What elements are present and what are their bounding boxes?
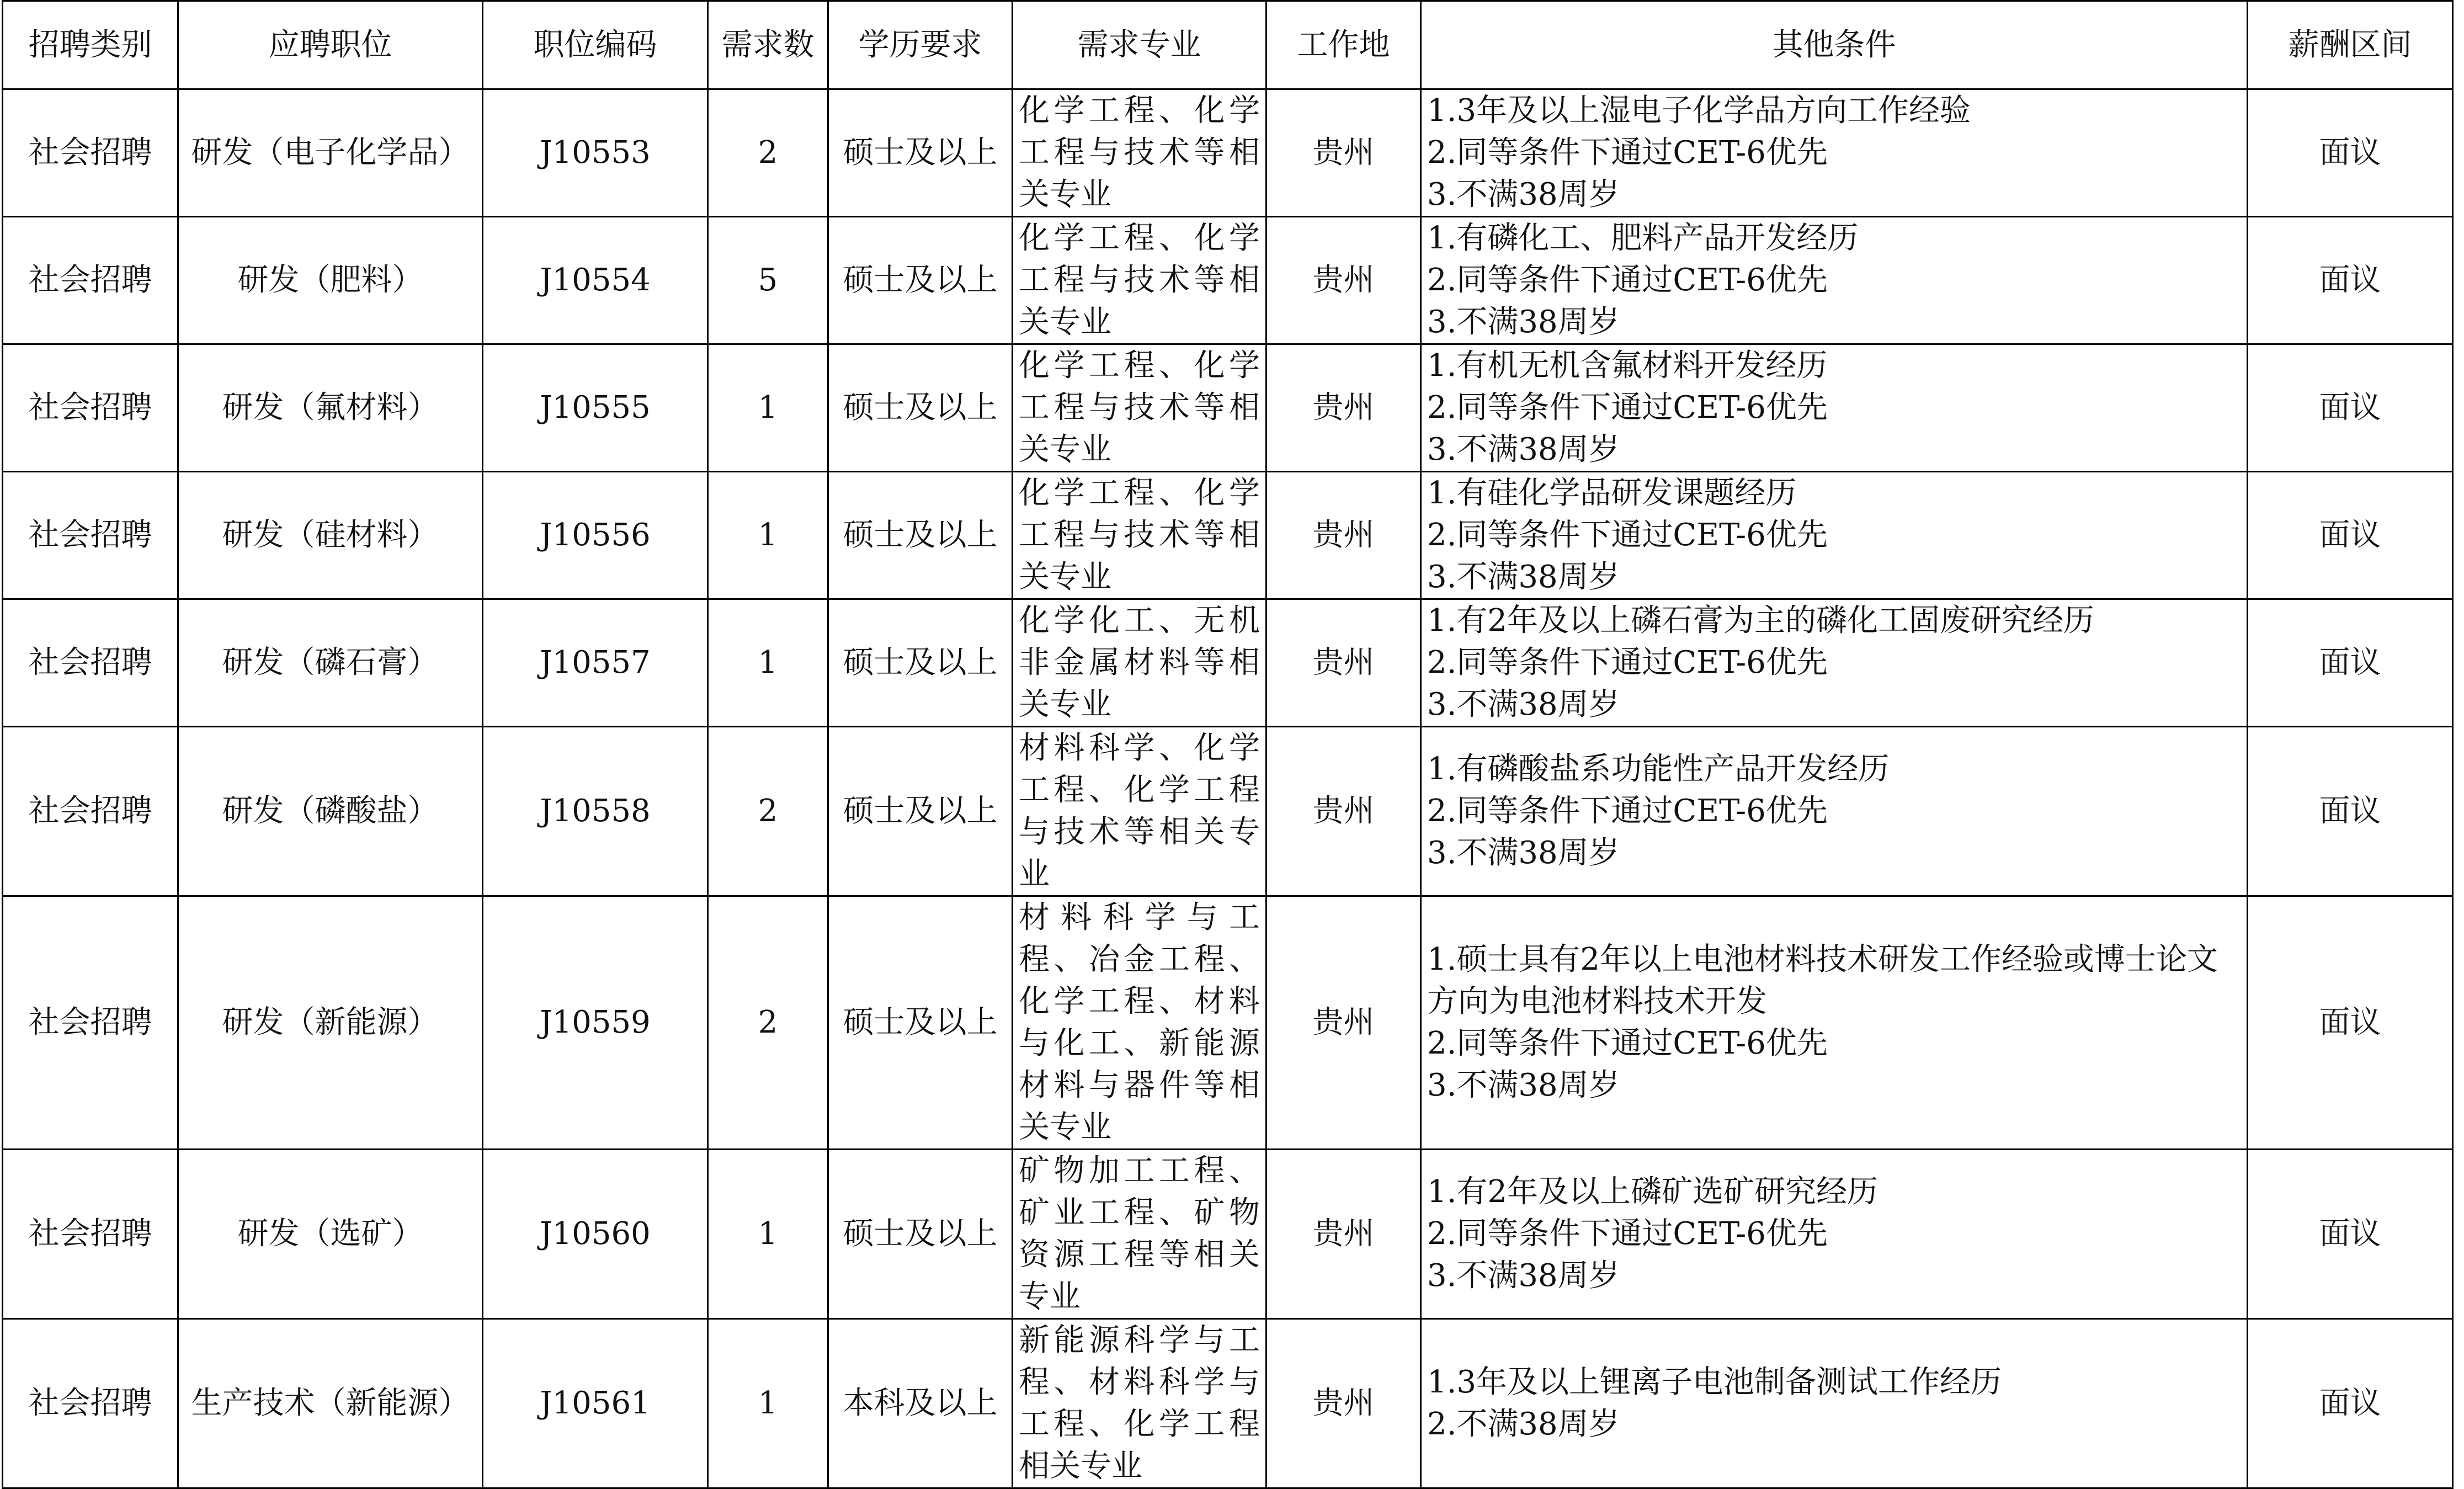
cell-location: 贵州 bbox=[1266, 1319, 1421, 1488]
header-position: 应聘职位 bbox=[178, 1, 483, 89]
table-row bbox=[3, 344, 2453, 472]
condition-line: 2.同等条件下通过CET-6优先 bbox=[1427, 645, 1828, 680]
cell-location: 贵州 bbox=[1266, 472, 1421, 599]
condition-line: 2.同等条件下通过CET-6优先 bbox=[1427, 262, 1828, 298]
cell-code: J10556 bbox=[483, 472, 708, 599]
condition-line: 1.有2年及以上磷石膏为主的磷化工固废研究经历 bbox=[1427, 603, 2095, 639]
cell-position: 研发（电子化学品） bbox=[178, 89, 483, 217]
condition-line: 1.有机无机含氟材料开发经历 bbox=[1427, 348, 1828, 384]
condition-line: 1.3年及以上锂离子电池制备测试工作经历 bbox=[1427, 1364, 2002, 1400]
cell-salary: 面议 bbox=[2248, 472, 2453, 599]
cell-position: 研发（肥料） bbox=[178, 217, 483, 344]
cell-location: 贵州 bbox=[1266, 896, 1421, 1150]
cell-category: 社会招聘 bbox=[3, 89, 178, 217]
condition-line: 1.有磷酸盐系功能性产品开发经历 bbox=[1427, 751, 1890, 787]
cell-category: 社会招聘 bbox=[3, 217, 178, 344]
cell-category: 社会招聘 bbox=[3, 1319, 178, 1488]
cell-salary: 面议 bbox=[2248, 1319, 2453, 1488]
cell-count: 1 bbox=[708, 1319, 828, 1488]
cell-position: 研发（氟材料） bbox=[178, 344, 483, 472]
header-category: 招聘类别 bbox=[3, 1, 178, 89]
cell-category: 社会招聘 bbox=[3, 896, 178, 1150]
table-row bbox=[3, 599, 2453, 727]
cell-education: 硕士及以上 bbox=[828, 599, 1013, 727]
cell-position: 生产技术（新能源） bbox=[178, 1319, 483, 1488]
condition-line: 2.不满38周岁 bbox=[1427, 1406, 1620, 1442]
condition-line: 3.不满38周岁 bbox=[1427, 1258, 1620, 1294]
table-row bbox=[3, 472, 2453, 599]
cell-major: 化学化工、无机非金属材料等相关专业 bbox=[1013, 599, 1266, 727]
cell-count: 1 bbox=[708, 1150, 828, 1319]
condition-line: 1.有2年及以上磷矿选矿研究经历 bbox=[1427, 1174, 1878, 1210]
cell-major: 化学工程、化学工程与技术等相关专业 bbox=[1013, 217, 1266, 344]
cell-salary: 面议 bbox=[2248, 599, 2453, 727]
condition-line: 1.有磷化工、肥料产品开发经历 bbox=[1427, 220, 1859, 256]
cell-category: 社会招聘 bbox=[3, 727, 178, 896]
condition-line: 3.不满38周岁 bbox=[1427, 559, 1620, 595]
cell-conditions bbox=[1421, 599, 2248, 727]
cell-major: 化学工程、化学工程与技术等相关专业 bbox=[1013, 89, 1266, 217]
cell-education: 硕士及以上 bbox=[828, 472, 1013, 599]
cell-code: J10561 bbox=[483, 1319, 708, 1488]
cell-code: J10557 bbox=[483, 599, 708, 727]
cell-education: 硕士及以上 bbox=[828, 896, 1013, 1150]
table-row bbox=[3, 727, 2453, 896]
cell-conditions bbox=[1421, 89, 2248, 217]
cell-location: 贵州 bbox=[1266, 217, 1421, 344]
header-code: 职位编码 bbox=[483, 1, 708, 89]
cell-major: 化学工程、化学工程与技术等相关专业 bbox=[1013, 344, 1266, 472]
cell-count: 5 bbox=[708, 217, 828, 344]
header-education: 学历要求 bbox=[828, 1, 1013, 89]
condition-line: 3.不满38周岁 bbox=[1427, 1067, 1620, 1103]
cell-count: 2 bbox=[708, 727, 828, 896]
condition-line: 2.同等条件下通过CET-6优先 bbox=[1427, 517, 1828, 553]
condition-line: 2.同等条件下通过CET-6优先 bbox=[1427, 135, 1828, 171]
cell-code: J10560 bbox=[483, 1150, 708, 1319]
header-conditions: 其他条件 bbox=[1421, 1, 2248, 89]
cell-count: 1 bbox=[708, 344, 828, 472]
cell-count: 2 bbox=[708, 89, 828, 217]
cell-code: J10559 bbox=[483, 896, 708, 1150]
cell-conditions bbox=[1421, 217, 2248, 344]
condition-line: 3.不满38周岁 bbox=[1427, 304, 1620, 340]
cell-position: 研发（硅材料） bbox=[178, 472, 483, 599]
cell-location: 贵州 bbox=[1266, 89, 1421, 217]
cell-code: J10555 bbox=[483, 344, 708, 472]
cell-salary: 面议 bbox=[2248, 89, 2453, 217]
header-salary: 薪酬区间 bbox=[2248, 1, 2453, 89]
cell-code: J10553 bbox=[483, 89, 708, 217]
cell-salary: 面议 bbox=[2248, 217, 2453, 344]
condition-line: 3.不满38周岁 bbox=[1427, 432, 1620, 467]
cell-conditions bbox=[1421, 1150, 2248, 1319]
cell-category: 社会招聘 bbox=[3, 599, 178, 727]
condition-line: 2.同等条件下通过CET-6优先 bbox=[1427, 390, 1828, 426]
cell-category: 社会招聘 bbox=[3, 344, 178, 472]
cell-count: 2 bbox=[708, 896, 828, 1150]
condition-line: 1.硕士具有2年以上电池材料技术研发工作经验或博士论文方向为电池材料技术开发 bbox=[1427, 942, 2218, 1019]
cell-code: J10558 bbox=[483, 727, 708, 896]
cell-education: 硕士及以上 bbox=[828, 727, 1013, 896]
cell-location: 贵州 bbox=[1266, 599, 1421, 727]
cell-count: 1 bbox=[708, 472, 828, 599]
cell-major: 新能源科学与工程、材料科学与工程、化学工程相关专业 bbox=[1013, 1319, 1266, 1488]
cell-conditions bbox=[1421, 896, 2248, 1150]
table-row bbox=[3, 896, 2453, 1150]
cell-location: 贵州 bbox=[1266, 344, 1421, 472]
condition-line: 1.3年及以上湿电子化学品方向工作经验 bbox=[1427, 93, 1971, 129]
recruitment-table bbox=[2, 0, 2454, 1489]
cell-count: 1 bbox=[708, 599, 828, 727]
cell-category: 社会招聘 bbox=[3, 472, 178, 599]
cell-position: 研发（新能源） bbox=[178, 896, 483, 1150]
cell-major: 化学工程、化学工程与技术等相关专业 bbox=[1013, 472, 1266, 599]
condition-line: 3.不满38周岁 bbox=[1427, 835, 1620, 871]
cell-education: 硕士及以上 bbox=[828, 217, 1013, 344]
table-row bbox=[3, 1319, 2453, 1488]
cell-conditions bbox=[1421, 727, 2248, 896]
cell-major: 矿物加工工程、矿业工程、矿物资源工程等相关专业 bbox=[1013, 1150, 1266, 1319]
table-row bbox=[3, 89, 2453, 217]
cell-category: 社会招聘 bbox=[3, 1150, 178, 1319]
cell-salary: 面议 bbox=[2248, 1150, 2453, 1319]
condition-line: 2.同等条件下通过CET-6优先 bbox=[1427, 793, 1828, 829]
cell-education: 硕士及以上 bbox=[828, 89, 1013, 217]
cell-salary: 面议 bbox=[2248, 344, 2453, 472]
cell-code: J10554 bbox=[483, 217, 708, 344]
cell-education: 硕士及以上 bbox=[828, 1150, 1013, 1319]
cell-location: 贵州 bbox=[1266, 727, 1421, 896]
condition-line: 2.同等条件下通过CET-6优先 bbox=[1427, 1216, 1828, 1252]
condition-line: 2.同等条件下通过CET-6优先 bbox=[1427, 1025, 1828, 1061]
condition-line: 1.有硅化学品研发课题经历 bbox=[1427, 475, 1797, 511]
cell-conditions bbox=[1421, 344, 2248, 472]
cell-salary: 面议 bbox=[2248, 727, 2453, 896]
condition-line: 3.不满38周岁 bbox=[1427, 687, 1620, 722]
cell-position: 研发（磷酸盐） bbox=[178, 727, 483, 896]
cell-position: 研发（磷石膏） bbox=[178, 599, 483, 727]
cell-major: 材料科学、化学工程、化学工程与技术等相关专业 bbox=[1013, 727, 1266, 896]
table-row bbox=[3, 1150, 2453, 1319]
cell-location: 贵州 bbox=[1266, 1150, 1421, 1319]
cell-major: 材料科学与工程、冶金工程、化学工程、材料与化工、新能源材料与器件等相关专业 bbox=[1013, 896, 1266, 1150]
condition-line: 3.不满38周岁 bbox=[1427, 177, 1620, 212]
cell-conditions bbox=[1421, 472, 2248, 599]
header-major: 需求专业 bbox=[1013, 1, 1266, 89]
cell-education: 本科及以上 bbox=[828, 1319, 1013, 1488]
cell-position: 研发（选矿） bbox=[178, 1150, 483, 1319]
cell-salary: 面议 bbox=[2248, 896, 2453, 1150]
header-location: 工作地 bbox=[1266, 1, 1421, 89]
cell-education: 硕士及以上 bbox=[828, 344, 1013, 472]
table-header-row bbox=[3, 1, 2453, 89]
header-count: 需求数 bbox=[708, 1, 828, 89]
table-row bbox=[3, 217, 2453, 344]
cell-conditions bbox=[1421, 1319, 2248, 1488]
